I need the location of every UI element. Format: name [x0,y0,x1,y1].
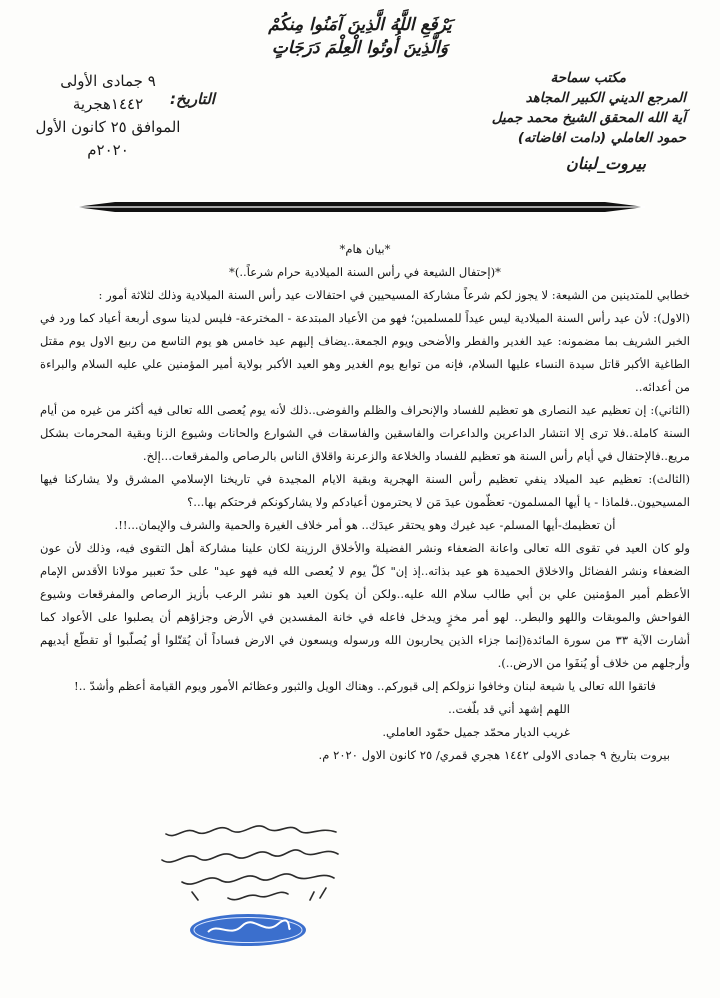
office-title: مكتب سماحة [550,70,626,86]
reason-third: (الثالث): تعظيم عيد الميلاد ينفي تعظيم رأس السنة الهجرية وبقية الايام المجيدة في تاريخنا الإسلامي المشرق ولا يشاركنا فيها المسيحيون..فلماذا - يا أيها المسلمون- تعظّمون عيدَ مَن لا يحترمون أعيادكم ولا يشاركونكم فرحتكم بها...؟ [40,472,690,509]
date-gregorian-year: ٢٠٢٠م [87,141,129,159]
office-line-2: المرجع الديني الكبير المجاهد [525,90,686,106]
statement-intro: خطابي للمتدينين من الشيعة: لا يجوز لكم شرعاً مشاركة المسيحيين في احتفالات عيد رأس السنة الميلادية وذلك لثلاثة أمور : [98,288,690,302]
date-hijri-day: ٩ جمادى الأولى [60,72,156,90]
date-label: التاريخ: [170,90,215,108]
statement-heading: *بيان هام* [339,242,391,256]
date-block [28,70,188,162]
verse-line-1: يَرْفَعِ اللَّهُ الَّذِينَ آمَنُوا مِنكُمْ [268,15,452,35]
statement-place-date: بيروت بتاريخ ٩ جمادى الاولى ١٤٤٢ هجري قمري/ ٢٥ كانون الاول ٢٠٢٠ م. [318,748,670,762]
statement-conclusion: ولو كان العيد في تقوى الله تعالى واعانة الضعفاء ونشر الفضيلة والأخلاق الرزينة لكان علينا مشاركة أهل التقوى فيه، وذلك لأن عون الضعفاء ونشر الفضائل والاخلاق الحميدة هو عيد بذاته..إذ إن" كلّ يوم لا يُعصى الله فيه فهو عيد" على حدّ تعبير مولانا الأقدس الإمام الأعظم أمير المؤمنين علي بن أبي طالب سلام الله عليه..ولكن أن يكون العيد هو نشر الرعب بأزيز الرصاص والمفرقعات وشيوع الفواحش والموبقات واللهو والبطر.. لهو أمر مخزٍ ويدخل فاعله في خانة المفسدين في الأرض وجزاؤهم أن يصلبوا على الأعواد كما أشارت الآية ٣٣ من سورة المائدة(إنما جزاء الذين يحاربون الله ورسوله ويسعون في الارض فساداً أن يُقتّلوا أو يُصلّبوا أو تقطّع أيديهم وأرجلهم من خلاف أو يُنفَوا من الارض..). [40,541,690,670]
reason-first: (الاول): لأن عيد رأس السنة الميلادية ليس عيداً للمسلمين؛ فهو من الأعياد المبتدعة - المخترعة- فليس لدينا سوى أربعة أعياد كما ورد في الخبر الشريف بما مضمونه: عيد الغدير والفطر والأضحى ويوم الجمعة..يضاف إليهم عيد خامس هو يوم التاسع من ربيع الاول يوم مقتل الطاغية الأكبر قاتل سيدة النساء عليها السلام، فإنه من توابع يوم الغدير وهو العيد الأكبر بولاية أمير المؤمنين علي عليه السلام والبراءة من أعدائه.. [40,311,690,394]
quran-verse-header [230,14,490,60]
statement-body [40,238,690,767]
office-line-4: حمود العاملي (دامت افاضاته) [517,130,686,146]
verse-line-2: وَالَّذِينَ أُوتُوا الْعِلْمَ دَرَجَاتٍ [271,38,449,58]
reason-second: (الثاني): إن تعظيم عيد النصارى هو تعظيم للفساد والإنحراف والظلم والفوضى..ذلك لأنه يوم يُعصى الله تعالى فيه أكثر من غيره من أيام السنة كاملة..فلا ترى إلا انتشار الداعرين والداعرات والفاسقين والفاسقات في الشوارع والحانات وشيوع الزنا وبقية المحرمات بشكل مريع..فالإحتفال في أيام رأس السنة هو تعظيم للفساد والخلاعة والزعرنة واقلاق الناس بالرصاص والمفرقعات...إلخ. [40,403,690,463]
header-divider [75,200,645,214]
statement-prayer: اللهم إشهد أني قد بلّغت.. [448,702,570,716]
statement-question: أن تعظيمك-أيها المسلم- عيد غيرك وهو يحتقر عيدَك.. هو أمر خلاف الغيرة والحمية والشرف والإيمان...!!. [114,518,616,532]
office-letterhead [446,68,686,174]
date-gregorian: الموافق ٢٥ كانون الأول [35,118,181,136]
statement-warning: فاتقوا الله تعالى يا شيعة لبنان وخافوا نزولكم إلى قبوركم.. وهناك الويل والثبور وعظائم الأمور ويوم القيامة أعظم وأشدّ ..! [74,679,656,693]
handwritten-signature-stamp [138,818,348,968]
statement-subheading: *(إحتفال الشيعة في رأس السنة الميلادية حرام شرعاً..)* [229,265,501,279]
office-line-3: آية الله المحقق الشيخ محمد جميل [491,110,686,126]
office-city: بيروت_لبنان [565,154,646,173]
stamp-oval [190,914,306,946]
statement-author: غريب الديار محمّد جميل حمّود العاملي. [382,725,570,739]
date-hijri-year: ١٤٤٢هجرية [72,95,144,113]
